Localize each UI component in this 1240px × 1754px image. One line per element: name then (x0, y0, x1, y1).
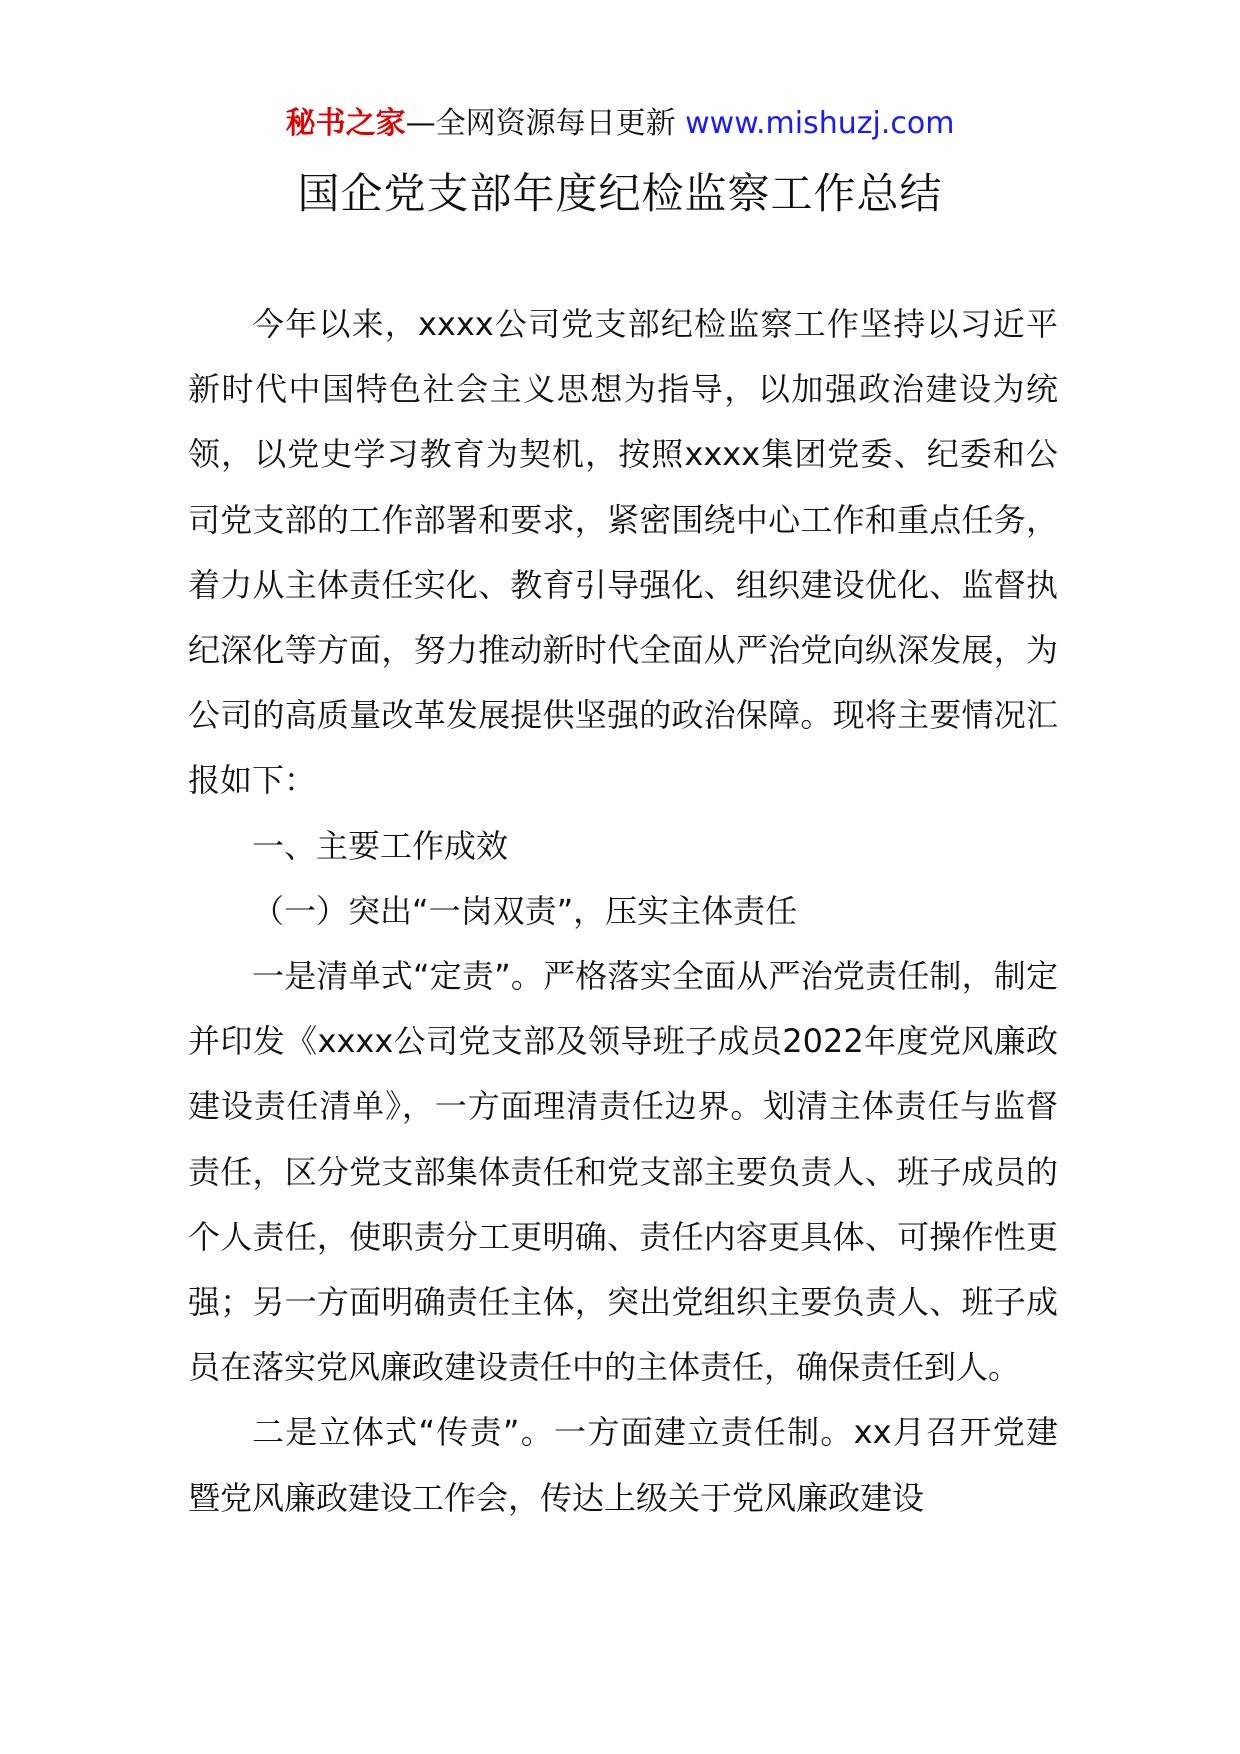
site-header (0, 104, 1240, 144)
document-title: 国企党支部年度纪检监察工作总结 (297, 169, 943, 218)
document-body (188, 292, 1058, 1531)
body-paragraph: 二是立体式“传责”。一方面建立责任制。xx月召开党建暨党风廉政建设工作会，传达上级关于党风廉政建设 (188, 1413, 1058, 1517)
section-heading: 一、主要工作成效 (252, 826, 509, 865)
body-paragraph: 一是清单式“定责”。严格落实全面从严治党责任制，制定并印发《xxxx公司党支部及领导班子成员2022年度党风廉政建设责任清单》，一方面理清责任边界。划清主体责任与监督责任，区分党支部集体责任和党支部主要负责人、班子成员的个人责任，使职责分工更明确、责任内容更具体、可操作性更强；另一方面明确责任主体，突出党组织主要负责人、班子成员在落实党风廉政建设责任中的主体责任，确保责任到人。 (188, 957, 1058, 1387)
header-tagline: —全网资源每日更新 (405, 106, 686, 141)
brand-name: 秘书之家 (285, 106, 406, 141)
subsection-heading: （一）突出“一岗双责”，压实主体责任 (252, 891, 798, 930)
intro-paragraph: 今年以来，xxxx公司党支部纪检监察工作坚持以习近平新时代中国特色社会主义思想为指导，以加强政治建设为统领，以党史学习教育为契机，按照xxxx集团党委、纪委和公司党支部的工作部署和要求，紧密围绕中心工作和重点任务，着力从主体责任实化、教育引导强化、组织建设优化、监督执纪深化等方面，努力推动新时代全面从严治党向纵深发展，为公司的高质量改革发展提供坚强的政治保障。现将主要情况汇报如下： (188, 305, 1058, 800)
site-url-link[interactable]: www.mishuzj.com (685, 106, 955, 141)
